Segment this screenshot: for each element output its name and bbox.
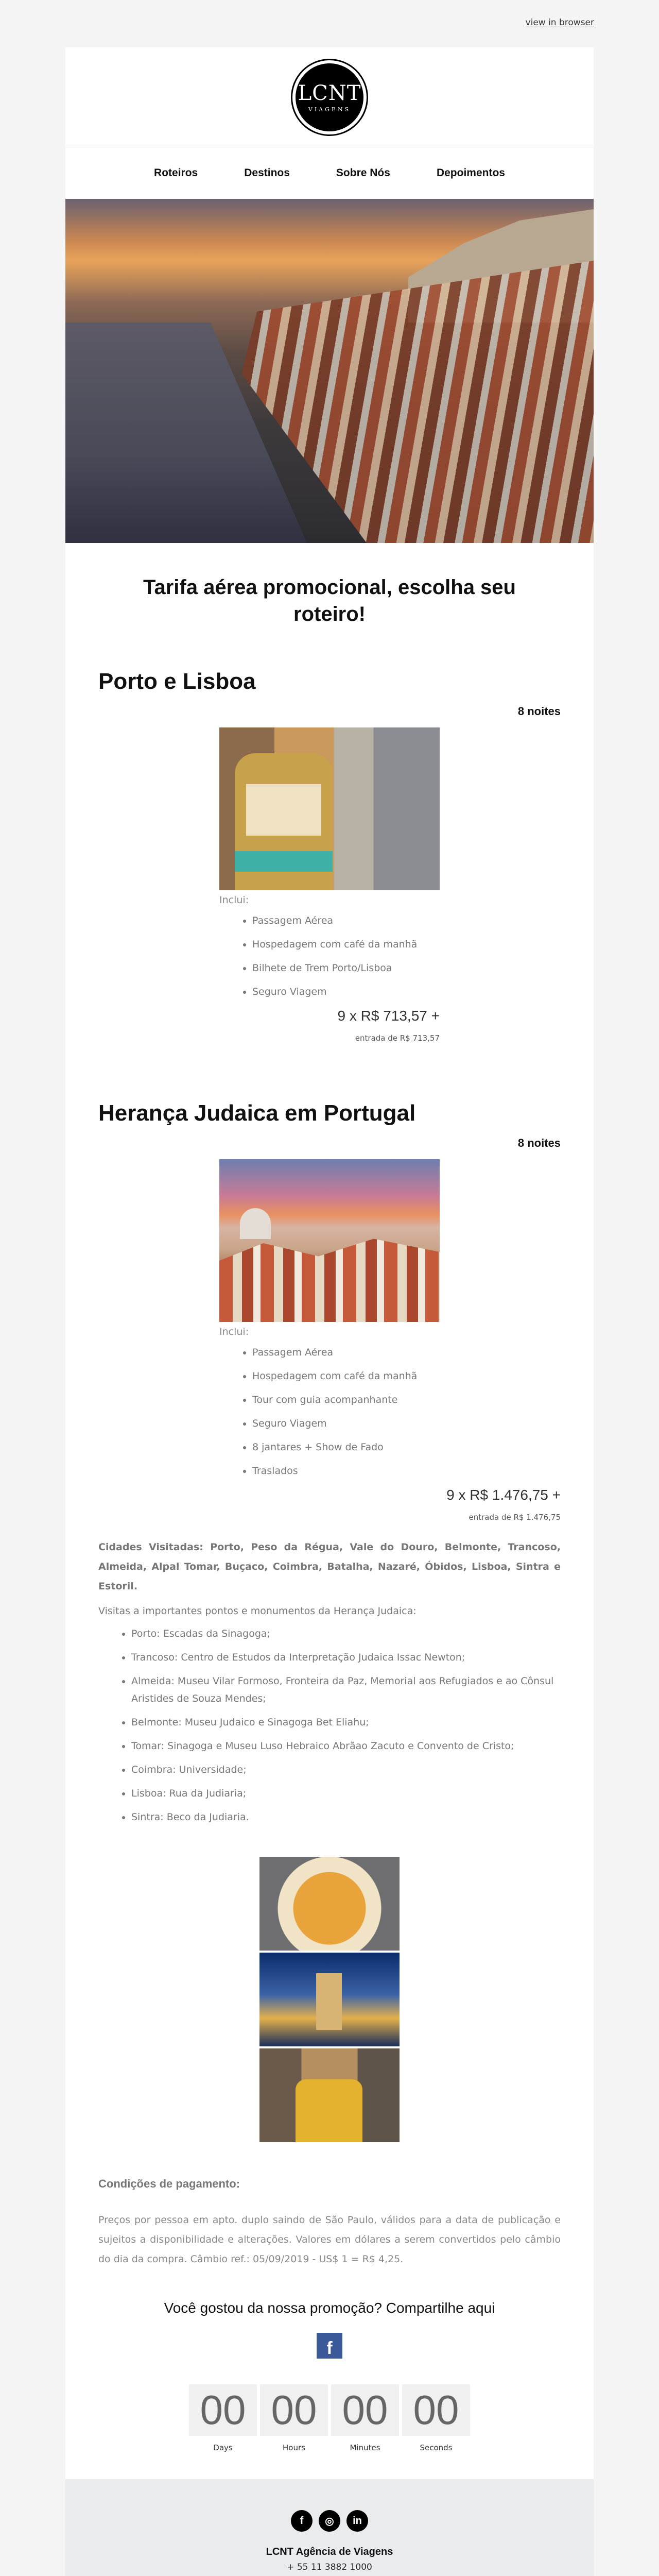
linkedin-icon[interactable]: in (346, 2510, 368, 2532)
list-item: • Hospedagem com café da manhã (252, 937, 440, 952)
tower-shape (316, 1973, 342, 2030)
countdown-minutes (331, 2384, 399, 2452)
route-price: 9 x R$ 1.476,75 + (446, 1487, 561, 1503)
footer (65, 2479, 594, 2576)
header (65, 47, 594, 147)
tram-shape (296, 2079, 362, 2142)
tram-band (235, 851, 333, 872)
route-body (219, 727, 440, 1043)
list-item: • Almeida: Museu Vilar Formoso, Fronteira da Paz, Memorial aos Refugiados e ao Cônsul Aristides de Souza Mendes; (131, 1672, 561, 1707)
topbar (0, 0, 659, 47)
payment-text: Preços por pessoa em apto. duplo saindo de São Paulo, válidos para a data de publicação e sujeitos a disponibilidade e alterações. Valores em dólares a serem convertidos pelo câmbio do dia da compra. Câmbio ref.: 05/09/2019 - US$ 1 = R$ 4,25. (98, 2214, 561, 2265)
roofs-shape (219, 1234, 440, 1322)
visited-label: Cidades Visitadas: (98, 1541, 211, 1553)
footer-phone: + 55 11 3882 1000 (287, 2562, 372, 2572)
list-item: • Trancoso: Centro de Estudos da Interpretação Judaica Issac Newton; (131, 1649, 561, 1666)
countdown-seconds (402, 2384, 470, 2452)
route-title: Herança Judaica em Portugal (98, 1100, 416, 1126)
logo-text: LCNT (298, 81, 361, 105)
list-item: • Traslados (252, 1463, 440, 1479)
list-item: • Seguro Viagem (252, 984, 440, 999)
countdown-hours (260, 2384, 328, 2452)
route-nights: 8 noites (517, 1137, 561, 1149)
photo-gallery (259, 1857, 400, 2142)
visits-list (131, 1625, 561, 1826)
logo[interactable] (292, 60, 367, 134)
view-in-browser-link[interactable]: view in browser (525, 18, 594, 28)
route-down-payment: entrada de R$ 713,57 (355, 1033, 440, 1043)
route-body (219, 1159, 440, 1479)
tram-window (246, 784, 321, 836)
countdown-label: Days (213, 2443, 233, 2452)
list-item: • Passagem Aérea (252, 1345, 440, 1360)
includes-list (252, 1345, 440, 1479)
route-down-payment: entrada de R$ 1.476,75 (469, 1513, 561, 1522)
list-item: • Belmonte: Museu Judaico e Sinagoga Bet Eliahu; (131, 1714, 561, 1731)
dome-shape (240, 1208, 271, 1239)
nav-item-roteiros[interactable]: Roteiros (154, 167, 198, 179)
route-porto-lisboa (98, 669, 561, 1043)
includes-list (252, 913, 440, 999)
facebook-icon[interactable]: f (291, 2510, 313, 2532)
countdown-value: 00 (402, 2384, 470, 2436)
gallery-image-tram (259, 2048, 400, 2142)
nav-item-depoimentos[interactable]: Depoimentos (436, 167, 505, 179)
share-title: Você gostou da nossa promoção? Compartilhe aqui (164, 2300, 495, 2316)
list-item: • Porto: Escadas da Sinagoga; (131, 1625, 561, 1642)
includes-label: Inclui: (219, 894, 249, 906)
list-item: • Lisboa: Rua da Judiaria; (131, 1785, 561, 1802)
payment-title: Condições de pagamento: (98, 2177, 240, 2190)
logo-subtext: VIAGENS (308, 106, 351, 113)
list-item: • 8 jantares + Show de Fado (252, 1439, 440, 1455)
list-item: • Bilhete de Trem Porto/Lisboa (252, 960, 440, 976)
facebook-share-button[interactable] (317, 2333, 342, 2359)
visits-intro: Visitas a importantes pontos e monumentos da Herança Judaica: (98, 1605, 417, 1617)
route-image-lisbon (219, 1159, 440, 1322)
instagram-icon[interactable]: ◎ (319, 2510, 340, 2532)
social-links (65, 2510, 594, 2532)
route-nights: 8 noites (517, 705, 561, 718)
nav-item-sobre-nos[interactable]: Sobre Nós (336, 167, 390, 179)
list-item: • Tomar: Sinagoga e Museu Luso Hebraico Abrãao Zacuto e Convento de Cristo; (131, 1737, 561, 1755)
email-card (65, 47, 594, 2576)
route-price: 9 x R$ 713,57 + (337, 1008, 440, 1024)
list-item: • Passagem Aérea (252, 913, 440, 928)
facebook-icon: f (326, 2338, 333, 2358)
visited-cities-list: Porto, Peso da Régua, Vale do Douro, Belmonte, Trancoso, Almeida, Alpal Tomar, Buçaco, Coimbra, Batalha, Nazaré, Óbidos, Lisboa, Sintra e Estoril. (98, 1541, 561, 1592)
route-heranca-judaica (98, 1100, 561, 1826)
list-item: • Sintra: Beco da Judiaria. (131, 1808, 561, 1826)
countdown-label: Seconds (420, 2443, 453, 2452)
includes-label: Inclui: (219, 1326, 249, 1337)
countdown-value: 00 (331, 2384, 399, 2436)
gallery-image-belem-tower (259, 1953, 400, 2046)
countdown-label: Minutes (350, 2443, 380, 2452)
footer-company: LCNT Agência de Viagens (266, 2546, 393, 2557)
route-title: Porto e Lisboa (98, 669, 256, 694)
nav-bar (65, 147, 594, 199)
headline: Tarifa aérea promocional, escolha seu roteiro! (143, 576, 516, 625)
nav-item-destinos[interactable]: Destinos (244, 167, 290, 179)
countdown-timer (98, 2384, 561, 2479)
list-item: • Hospedagem com café da manhã (252, 1368, 440, 1384)
gallery-image-pastel-de-nata (259, 1857, 400, 1951)
hero-image-porto (65, 199, 594, 543)
countdown-days (189, 2384, 257, 2452)
list-item: • Seguro Viagem (252, 1416, 440, 1431)
route-image-tram (219, 727, 440, 890)
countdown-value: 00 (189, 2384, 257, 2436)
list-item: • Coimbra: Universidade; (131, 1761, 561, 1778)
list-item: • Tour com guia acompanhante (252, 1392, 440, 1408)
countdown-label: Hours (283, 2443, 305, 2452)
visited-cities (98, 1537, 561, 1596)
main-content (65, 543, 594, 2479)
countdown-value: 00 (260, 2384, 328, 2436)
